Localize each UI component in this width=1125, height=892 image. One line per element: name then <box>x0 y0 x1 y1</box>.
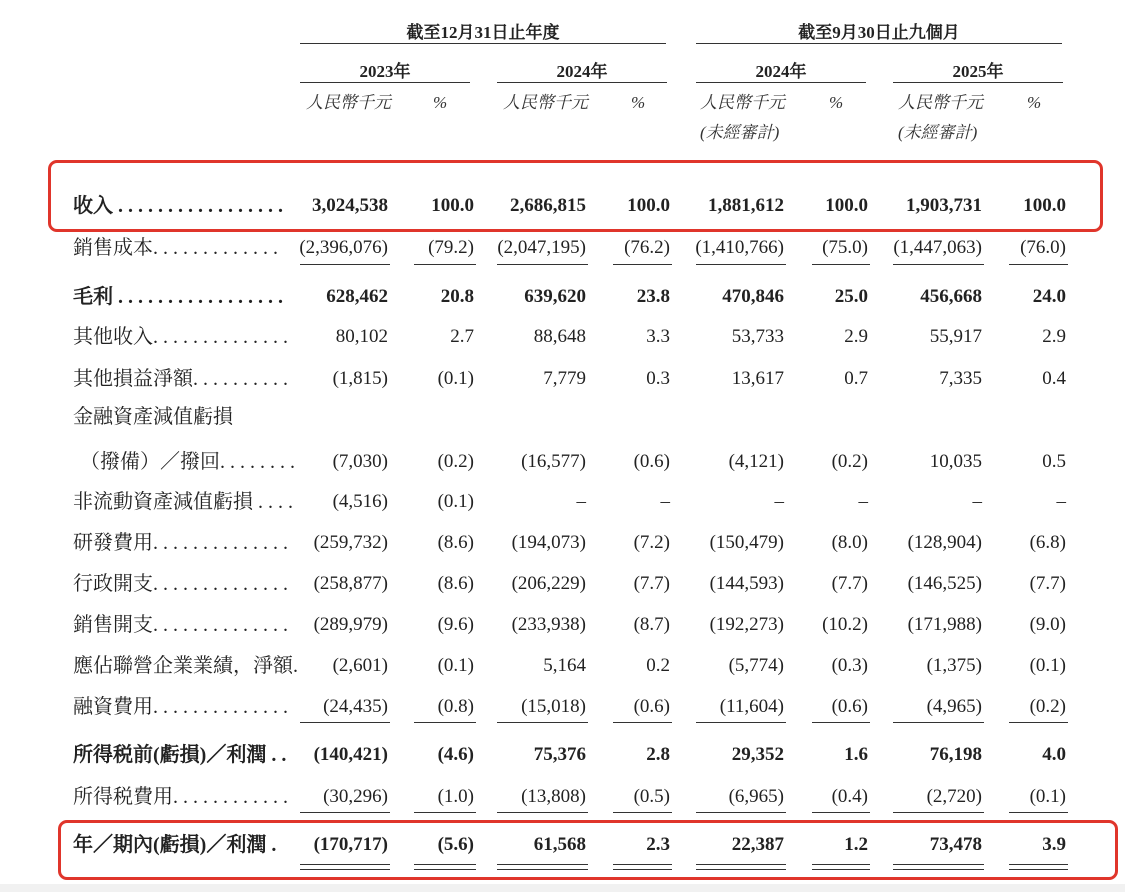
cell-2025-9m-pct: 0.5 <box>1042 451 1066 472</box>
cell-2024-rmb: (15,018) <box>521 696 586 717</box>
cell-2023-rmb: (140,421) <box>313 744 388 765</box>
row-label: 研發費用. . . . . . . . . . . . . . <box>73 532 288 554</box>
row-label: 行政開支. . . . . . . . . . . . . . <box>73 573 288 595</box>
row-label: 收入 . . . . . . . . . . . . . . . . . <box>73 195 283 217</box>
cell-2023-pct: (4.6) <box>437 744 474 765</box>
cell-2023-rmb: (258,877) <box>313 573 388 594</box>
year-rule-2024 <box>497 82 667 83</box>
subtotal-rule <box>812 722 870 723</box>
cell-2024-pct: (0.6) <box>633 696 670 717</box>
cell-2023-pct: (5.6) <box>437 834 474 855</box>
cell-2024-pct: – <box>660 491 670 512</box>
cell-2023-rmb: (24,435) <box>323 696 388 717</box>
cell-2025-9m-pct: 0.4 <box>1042 368 1066 389</box>
subtotal-rule <box>414 812 476 813</box>
row-label: 年／期內(虧損)／利潤 . <box>73 834 277 856</box>
cell-2025-9m-rmb: 10,035 <box>929 451 982 472</box>
cell-2024-pct: 23.8 <box>636 286 670 307</box>
cell-2024-9m-rmb: (144,593) <box>709 573 784 594</box>
cell-2023-pct: (0.1) <box>437 655 474 676</box>
cell-2024-9m-rmb: (150,479) <box>709 532 784 553</box>
cell-2025-9m-pct: (0.1) <box>1029 655 1066 676</box>
group-header-annual: 截至12月31日止年度 <box>406 23 560 42</box>
cell-2024-9m-pct: 1.2 <box>844 834 868 855</box>
subtotal-rule <box>300 812 390 813</box>
cell-2023-rmb: (30,296) <box>323 786 388 807</box>
cell-2024-9m-pct: (0.3) <box>831 655 868 676</box>
cell-2023-pct: 100.0 <box>431 195 474 216</box>
cell-2025-9m-pct: (0.2) <box>1029 696 1066 717</box>
row-label: 銷售成本. . . . . . . . . . . . . <box>73 237 278 259</box>
cell-2024-9m-pct: – <box>858 491 868 512</box>
year-header-2024-9m: 2024年 <box>755 62 807 81</box>
cell-2024-rmb: (13,808) <box>521 786 586 807</box>
cell-2024-9m-pct: (7.7) <box>831 573 868 594</box>
subtotal-rule <box>300 264 390 265</box>
cell-2024-rmb: 61,568 <box>533 834 586 855</box>
row-label: 所得税前(虧損)／利潤 . . <box>73 744 287 766</box>
cell-2025-9m-rmb: (1,447,063) <box>893 237 982 258</box>
cell-2023-pct: (9.6) <box>437 614 474 635</box>
cell-2024-rmb: 639,620 <box>524 286 586 307</box>
year-header-2023: 2023年 <box>359 62 411 81</box>
cell-2025-9m-rmb: (2,720) <box>926 786 982 807</box>
cell-2024-9m-rmb: 13,617 <box>731 368 784 389</box>
unit-rmb-2024: 人民幣千元 <box>503 93 588 112</box>
cell-2024-9m-rmb: 470,846 <box>722 286 784 307</box>
cell-2024-9m-rmb: (5,774) <box>728 655 784 676</box>
cell-2024-pct: (7.2) <box>633 532 670 553</box>
cell-2024-pct: (76.2) <box>624 237 670 258</box>
cell-2025-9m-rmb: (1,375) <box>926 655 982 676</box>
cell-2023-pct: (79.2) <box>428 237 474 258</box>
cell-2024-pct: (0.5) <box>633 786 670 807</box>
cell-2025-9m-pct: 4.0 <box>1042 744 1066 765</box>
unit-pct-2023: % <box>433 93 448 112</box>
cell-2023-rmb: (170,717) <box>313 834 388 855</box>
cell-2024-pct: (7.7) <box>633 573 670 594</box>
cell-2025-9m-rmb: 456,668 <box>920 286 982 307</box>
cell-2023-rmb: (289,979) <box>313 614 388 635</box>
cell-2024-pct: 0.3 <box>646 368 670 389</box>
cell-2025-9m-pct: – <box>1056 491 1066 512</box>
page-bottom-strip <box>0 884 1125 892</box>
unit-rmb-2025-9m: 人民幣千元 <box>898 93 983 112</box>
subtotal-rule <box>497 264 588 265</box>
unit-rmb-2023: 人民幣千元 <box>306 93 391 112</box>
subtotal-rule <box>613 812 672 813</box>
cell-2024-pct: 2.3 <box>646 834 670 855</box>
cell-2024-rmb: (194,073) <box>511 532 586 553</box>
cell-2023-rmb: (259,732) <box>313 532 388 553</box>
cell-2025-9m-pct: (6.8) <box>1029 532 1066 553</box>
cell-2023-pct: (0.1) <box>437 491 474 512</box>
subtotal-rule <box>893 812 984 813</box>
row-label: 其他收入. . . . . . . . . . . . . . <box>73 326 288 348</box>
cell-2024-pct: (8.7) <box>633 614 670 635</box>
cell-2024-rmb: 7,779 <box>543 368 586 389</box>
subtotal-rule <box>497 722 588 723</box>
cell-2024-9m-pct: (10.2) <box>822 614 868 635</box>
cell-2024-9m-rmb: (6,965) <box>728 786 784 807</box>
net-profit-highlight-box <box>58 820 1118 880</box>
subtotal-rule <box>1009 722 1068 723</box>
cell-2025-9m-pct: (7.7) <box>1029 573 1066 594</box>
cell-2023-rmb: (4,516) <box>332 491 388 512</box>
subtotal-rule <box>696 812 786 813</box>
group-header-annual-rule <box>300 43 666 44</box>
cell-2024-9m-rmb: 1,881,612 <box>708 195 784 216</box>
cell-2023-pct: 20.8 <box>440 286 474 307</box>
cell-2023-rmb: 3,024,538 <box>312 195 388 216</box>
row-label: 銷售開支. . . . . . . . . . . . . . <box>73 614 288 636</box>
cell-2023-rmb: (7,030) <box>332 451 388 472</box>
cell-2024-9m-rmb: (192,273) <box>709 614 784 635</box>
row-label: （撥備）／撥回. . . . . . . . <box>80 451 295 473</box>
cell-2025-9m-pct: 100.0 <box>1023 195 1066 216</box>
subtotal-rule <box>893 264 984 265</box>
cell-2024-9m-pct: (0.2) <box>831 451 868 472</box>
cell-2024-rmb: 5,164 <box>543 655 586 676</box>
cell-2024-9m-pct: 25.0 <box>834 286 868 307</box>
row-label: 金融資產減值虧損 <box>73 406 233 428</box>
cell-2025-9m-rmb: 55,917 <box>929 326 982 347</box>
group-header-nine-months: 截至9月30日止九個月 <box>798 23 960 42</box>
cell-2025-9m-pct: (76.0) <box>1020 237 1066 258</box>
cell-2024-rmb: 88,648 <box>533 326 586 347</box>
cell-2025-9m-pct: 3.9 <box>1042 834 1066 855</box>
cell-2024-9m-pct: (0.4) <box>831 786 868 807</box>
row-label: 應佔聯營企業業績，淨額. <box>73 655 298 677</box>
cell-2024-9m-rmb: 22,387 <box>731 834 784 855</box>
subtotal-rule <box>300 722 390 723</box>
subtotal-rule <box>812 264 870 265</box>
unit-pct-2024: % <box>631 93 646 112</box>
cell-2024-9m-rmb: (11,604) <box>719 696 784 717</box>
cell-2025-9m-pct: (0.1) <box>1029 786 1066 807</box>
cell-2023-pct: 2.7 <box>450 326 474 347</box>
cell-2024-9m-pct: (0.6) <box>831 696 868 717</box>
cell-2024-9m-rmb: – <box>774 491 784 512</box>
year-rule-2025-9m <box>893 82 1063 83</box>
subtotal-rule <box>696 722 786 723</box>
cell-2023-rmb: 80,102 <box>335 326 388 347</box>
cell-2024-9m-rmb: 53,733 <box>731 326 784 347</box>
cell-2025-9m-pct: (9.0) <box>1029 614 1066 635</box>
subtotal-rule <box>1009 812 1068 813</box>
cell-2024-9m-pct: 1.6 <box>844 744 868 765</box>
year-header-2024: 2024年 <box>556 62 608 81</box>
subtotal-rule <box>1009 264 1068 265</box>
subtotal-rule <box>696 264 786 265</box>
unit-unaudited-2024-9m: (未經審計) <box>700 123 780 142</box>
cell-2023-rmb: (2,601) <box>332 655 388 676</box>
cell-2024-rmb: (2,047,195) <box>497 237 586 258</box>
cell-2023-rmb: (1,815) <box>332 368 388 389</box>
cell-2024-9m-pct: 0.7 <box>844 368 868 389</box>
year-rule-2024-9m <box>696 82 866 83</box>
cell-2023-pct: (0.1) <box>437 368 474 389</box>
cell-2024-rmb: 75,376 <box>533 744 586 765</box>
row-label: 融資費用. . . . . . . . . . . . . . <box>73 696 288 718</box>
cell-2025-9m-rmb: 1,903,731 <box>906 195 982 216</box>
subtotal-rule <box>414 722 476 723</box>
cell-2024-pct: 0.2 <box>646 655 670 676</box>
cell-2024-pct: 100.0 <box>627 195 670 216</box>
revenue-highlight-box <box>48 160 1103 232</box>
cell-2025-9m-rmb: (146,525) <box>907 573 982 594</box>
row-label: 所得税費用. . . . . . . . . . . . <box>73 786 288 808</box>
subtotal-rule <box>893 722 984 723</box>
cell-2023-pct: (0.2) <box>437 451 474 472</box>
cell-2025-9m-rmb: (128,904) <box>907 532 982 553</box>
row-label: 毛利 . . . . . . . . . . . . . . . . . <box>73 286 283 308</box>
cell-2023-pct: (8.6) <box>437 573 474 594</box>
cell-2025-9m-rmb: 7,335 <box>939 368 982 389</box>
row-label: 其他損益淨額. . . . . . . . . . <box>73 368 288 390</box>
cell-2023-pct: (0.8) <box>437 696 474 717</box>
cell-2024-rmb: (16,577) <box>521 451 586 472</box>
cell-2024-rmb: 2,686,815 <box>510 195 586 216</box>
cell-2024-pct: 2.8 <box>646 744 670 765</box>
cell-2024-pct: (0.6) <box>633 451 670 472</box>
cell-2025-9m-pct: 24.0 <box>1032 286 1066 307</box>
subtotal-rule <box>414 264 476 265</box>
group-header-nine-months-rule <box>696 43 1062 44</box>
cell-2025-9m-rmb: (4,965) <box>926 696 982 717</box>
cell-2025-9m-rmb: 73,478 <box>929 834 982 855</box>
cell-2025-9m-rmb: (171,988) <box>907 614 982 635</box>
cell-2025-9m-pct: 2.9 <box>1042 326 1066 347</box>
cell-2023-pct: (1.0) <box>437 786 474 807</box>
cell-2023-rmb: 628,462 <box>326 286 388 307</box>
unit-pct-2025-9m: % <box>1027 93 1042 112</box>
subtotal-rule <box>497 812 588 813</box>
cell-2024-rmb: (233,938) <box>511 614 586 635</box>
cell-2024-9m-pct: (75.0) <box>822 237 868 258</box>
cell-2024-9m-rmb: (1,410,766) <box>695 237 784 258</box>
year-header-2025-9m: 2025年 <box>952 62 1004 81</box>
cell-2024-rmb: – <box>576 491 586 512</box>
year-rule-2023 <box>300 82 470 83</box>
cell-2024-pct: 3.3 <box>646 326 670 347</box>
unit-pct-2024-9m: % <box>829 93 844 112</box>
unit-rmb-2024-9m: 人民幣千元 <box>700 93 785 112</box>
unit-unaudited-2025-9m: (未經審計) <box>898 123 978 142</box>
subtotal-rule <box>613 264 672 265</box>
cell-2023-pct: (8.6) <box>437 532 474 553</box>
cell-2024-9m-pct: 2.9 <box>844 326 868 347</box>
cell-2024-9m-rmb: 29,352 <box>731 744 784 765</box>
cell-2023-rmb: (2,396,076) <box>299 237 388 258</box>
cell-2025-9m-rmb: – <box>972 491 982 512</box>
row-label: 非流動資產減值虧損 . . . . <box>73 491 293 513</box>
cell-2024-9m-pct: (8.0) <box>831 532 868 553</box>
cell-2025-9m-rmb: 76,198 <box>929 744 982 765</box>
subtotal-rule <box>613 722 672 723</box>
cell-2024-9m-rmb: (4,121) <box>728 451 784 472</box>
subtotal-rule <box>812 812 870 813</box>
cell-2024-9m-pct: 100.0 <box>825 195 868 216</box>
cell-2024-rmb: (206,229) <box>511 573 586 594</box>
